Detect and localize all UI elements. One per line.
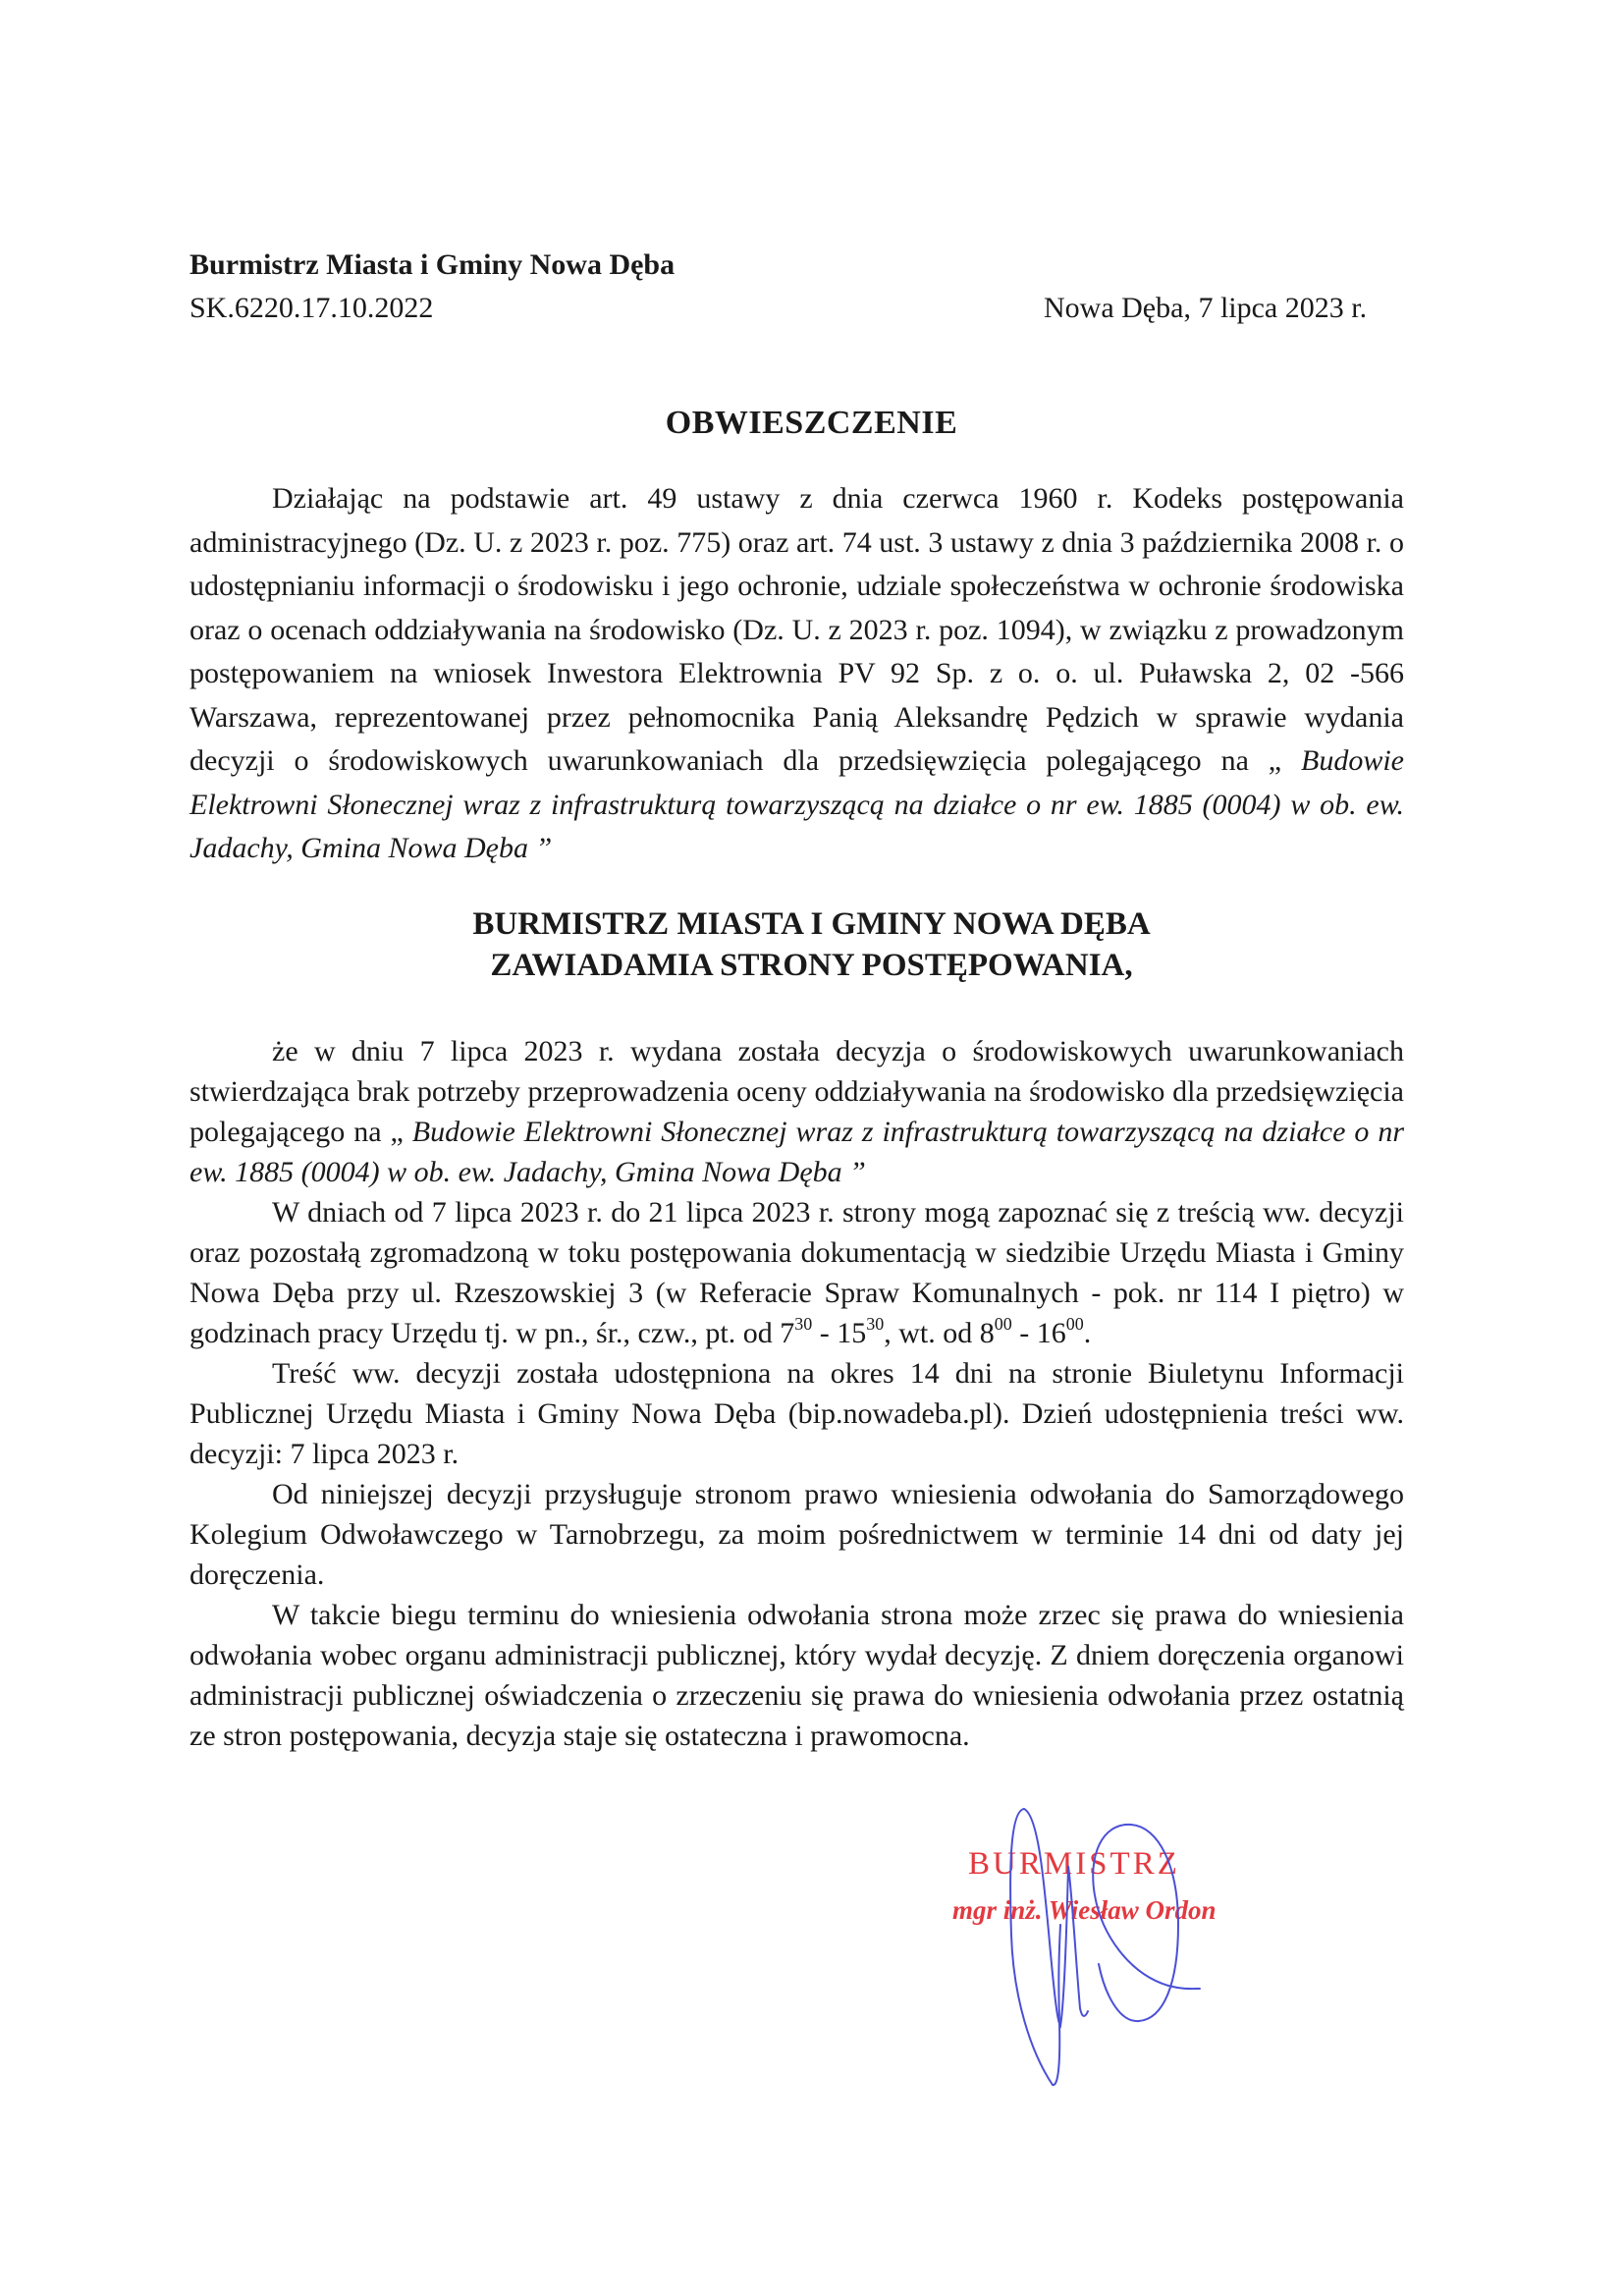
stamp-name: mgr inż. Wiesław Ordon [952, 1895, 1217, 1925]
document-header [189, 244, 675, 330]
minute: 30 [866, 1314, 885, 1334]
intro-text: Działając na podstawie art. 49 ustawy z dnia czerwca 1960 r. Kodeks postępowania administracyjnego (Dz. U. z 2023 r. poz. 775) oraz art. 74 ust. 3 ustawy z dnia 3 października 2008 r. o udostępnianiu informacji o środowisku i jego ochronie, udziale społeczeństwa w ochronie środowiska oraz o ocenach oddziaływania na środowisko (Dz. U. z 2023 r. poz. 1094), w związku z prowadzonym postępowaniem na wniosek Inwestora Elektrownia PV 92 Sp. z o. o. ul. Puławska 2, 02 -566 Warszawa, reprezentowanej przez pełnomocnika Panią Aleksandrę Pędzich w sprawie wydania decyzji o środowiskowych uwarunkowaniach dla przedsięwzięcia polegającego na „ [189, 482, 1404, 777]
publication-paragraph: Treść ww. decyzji została udostępniona na okres 14 dni na stronie Biuletynu Informacji Publicznej Urzędu Miasta i Gminy Nowa Dęba (bip.nowadeba.pl). Dzień udostępnienia treści ww. decyzji: 7 lipca 2023 r. [189, 1357, 1404, 1470]
inspection-paragraph [189, 1192, 1404, 1353]
tuesday-label: , wt. od [884, 1317, 980, 1349]
decision-text: że w dniu 7 lipca 2023 r. wydana została decyzja o środowiskowych uwarunkowaniach stwierdzająca brak potrzeby przeprowadzenia oceny oddziaływania na środowisko dla przedsięwzięcia polegającego na „ [189, 1035, 1404, 1148]
stamp-title: BURMISTRZ [968, 1846, 1180, 1882]
dash: - [1011, 1317, 1037, 1349]
body-block [189, 1031, 1404, 1756]
minute: 30 [794, 1314, 813, 1334]
issuing-organization: Burmistrz Miasta i Gminy Nowa Dęba [189, 248, 676, 281]
appeal-paragraph: Od niniejszej decyzji przysługuje stronom prawo wniesienia odwołania do Samorządowego Kolegium Odwoławczego w Tarnobrzegu, za moim pośrednictwem w terminie 14 dni od daty jej doręczenia. [189, 1478, 1404, 1591]
announcement-heading-line2: ZAWIADAMIA STRONY POSTĘPOWANIA, [490, 948, 1133, 983]
waiver-paragraph: W takcie biegu terminu do wniesienia odwołania strona może zrzec się prawa do wniesienia odwołania wobec organu administracji publicznej, który wydał decyzję. Z dniem doręczenia organowi administracji publicznej oświadczenia o zrzeczeniu się prawa do wniesienia odwołania przez ostatnią ze stron postępowania, decyzja staje się ostateczna i prawomocna. [189, 1599, 1404, 1752]
intro-paragraph [189, 477, 1404, 871]
period: . [1083, 1317, 1092, 1349]
inspection-text: W dniach od 7 lipca 2023 r. do 21 lipca 2023 r. strony mogą zapoznać się z treścią ww. decyzji oraz pozostałą zgromadzoną w toku postępowania dokumentacją w siedzibie Urzędu Miasta i Gminy Nowa Dęba przy ul. Rzeszowskiej 3 (w Referacie Spraw Komunalnych - pok. nr 114 I piętro) w godzinach pracy Urzędu tj. w pn., śr., czw., pt. od [189, 1196, 1404, 1349]
hour: 15 [837, 1317, 867, 1349]
decision-paragraph [189, 1031, 1404, 1192]
project-name-quote: Budowie Elektrowni Słonecznej wraz z infrastrukturą towarzyszącą na działce o nr ew. 1885 (0004) w ob. ew. Jadachy, Gmina Nowa Dęba ” [189, 744, 1404, 864]
intro-paragraph-block [189, 477, 1404, 871]
minute: 00 [1065, 1314, 1084, 1334]
announcement-heading-line1: BURMISTRZ MIASTA I GMINY NOWA DĘBA [472, 906, 1151, 942]
hour: 7 [780, 1317, 795, 1349]
document-title: OBWIESZCZENIE [665, 405, 958, 441]
hour: 16 [1036, 1317, 1066, 1349]
project-name-quote: Budowie Elektrowni Słonecznej wraz z infrastrukturą towarzyszącą na działce o nr ew. 1885 (0004) w ob. ew. Jadachy, Gmina Nowa Dęba ” [189, 1116, 1404, 1188]
place-and-date: Nowa Dęba, 7 lipca 2023 r. [1044, 292, 1368, 324]
dash: - [812, 1317, 838, 1349]
hour: 8 [979, 1317, 995, 1349]
minute: 00 [994, 1314, 1012, 1334]
reference-number: SK.6220.17.10.2022 [189, 292, 434, 324]
announcement-heading [0, 903, 1623, 986]
handwritten-signature [884, 1787, 1325, 2102]
official-stamp [952, 1846, 1217, 1925]
